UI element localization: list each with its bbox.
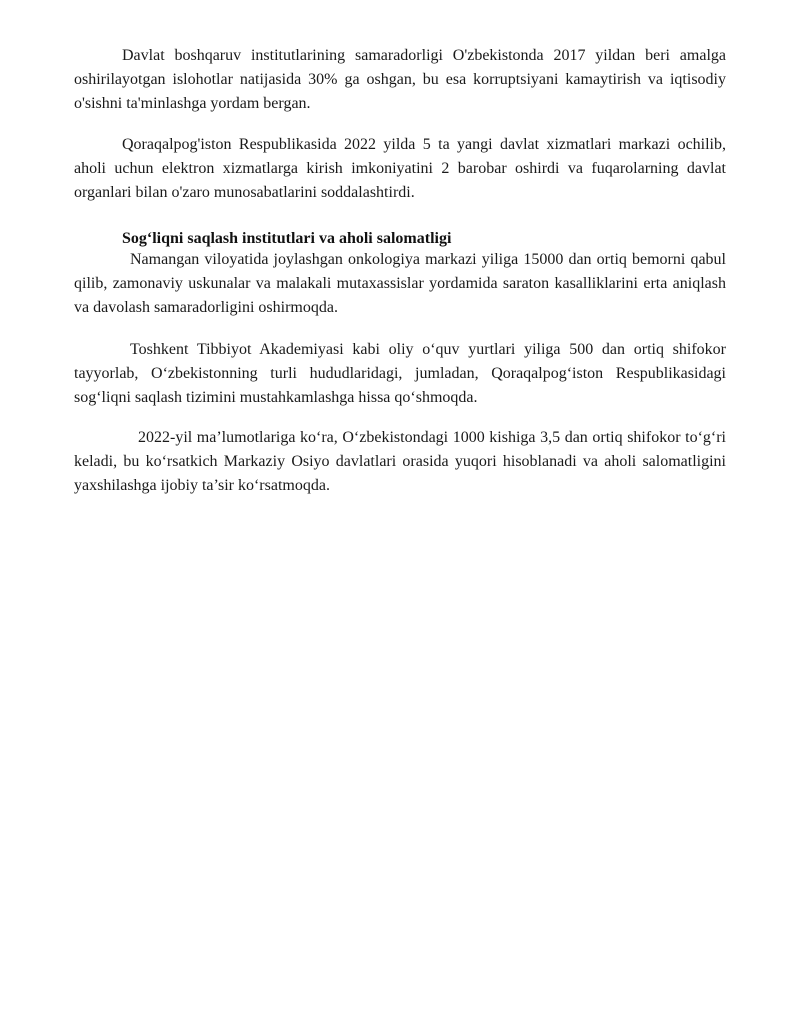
paragraph-namangan-oncology: Namangan viloyatida joylashgan onkologiya markazi yiliga 15000 dan ortiq bemorni qabul qilib, zamonaviy uskunalar va malakali mutaxassislar yordamida saraton kasalliklarini erta aniqlash va davolash samaradorligini oshirmoqda. [74, 251, 726, 316]
paragraph-doctors-per-capita: 2022-yil ma’lumotlariga ko‘ra, O‘zbekistondagi 1000 kishiga 3,5 dan ortiq shifokor to‘g‘ri keladi, bu ko‘rsatkich Markaziy Osiyo davlatlari orasida yuqori hisoblanadi va aholi salomatligini yaxshilashga ijobiy ta’sir ko‘rsatmoqda. [74, 429, 726, 494]
paragraph-government-efficiency: Davlat boshqaruv institutlarining samaradorligi O'zbekistonda 2017 yildan beri amalga oshirilayotgan islohotlar natijasida 30% ga oshgan, bu esa korruptsiyani kamaytirish va iqtisodiy o'sishni ta'minlashga yordam bergan. [74, 47, 726, 112]
paragraph-karakalpakstan-service-centers: Qoraqalpog'iston Respublikasida 2022 yilda 5 ta yangi davlat xizmatlari markazi ochilib, aholi uchun elektron xizmatlarga kirish imkoniyatini 2 barobar oshirdi va fuqarolarning davlat organlari bilan o'zaro munosabatlarini soddalashtirdi. [74, 136, 726, 201]
section-heading-health-institutions: Sog‘liqni saqlash institutlari va aholi salomatligi [122, 230, 452, 247]
paragraph-tashkent-medical-academy: Toshkent Tibbiyot Akademiyasi kabi oliy o‘quv yurtlari yiliga 500 dan ortiq shifokor tayyorlab, O‘zbekistonning turli hududlaridagi, jumladan, Qoraqalpog‘iston Respublikasidagi sog‘liqni saqlash tizimini mustahkamlashga hissa qo‘shmoqda. [74, 341, 726, 406]
